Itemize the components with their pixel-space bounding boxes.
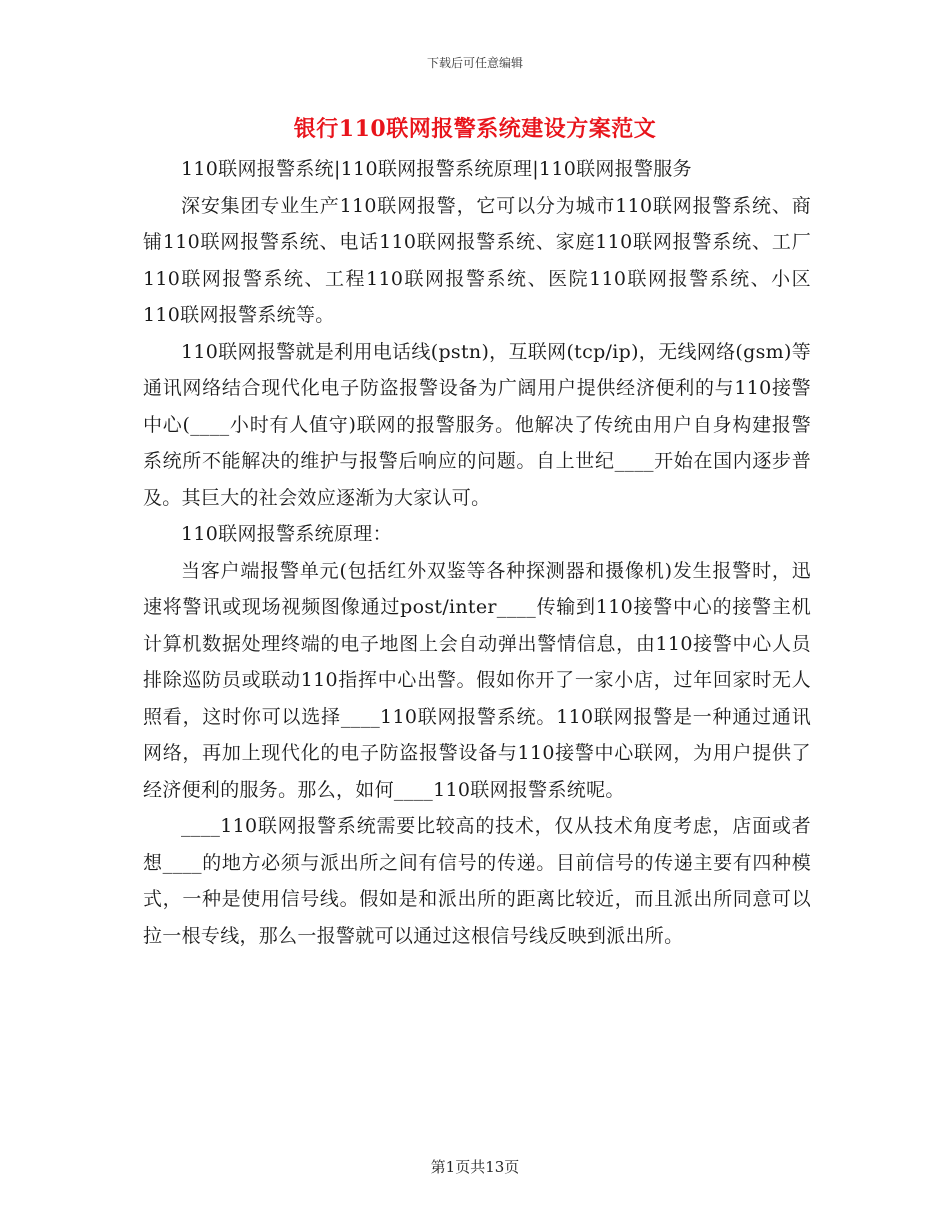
page-number-footer: 第1页共13页 (430, 1158, 520, 1176)
paragraph-intro: 深安集团专业生产110联网报警，它可以分为城市110联网报警系统、商铺110联网报警系统、电话110联网报警系统、家庭110联网报警系统、工厂110联网报警系统、工程110联网报警系统、医院110联网报警系统、小区110联网报警系统等。 (143, 194, 811, 326)
paragraph-keywords: 110联网报警系统|110联网报警系统原理|110联网报警服务 (181, 158, 692, 180)
document-title: 银行110联网报警系统建设方案范文 (293, 116, 657, 142)
paragraph-signal: ____110联网报警系统需要比较高的技术，仅从技术角度考虑，店面或者想____的地方必须与派出所之间有信号的传递。目前信号的传递主要有四种模式，一种是使用信号线。假如是和派出所的距离比较近，而且派出所同意可以拉一根专线，那么一报警就可以通过这根信号线反映到派出所。 (143, 815, 811, 947)
paragraph-principle: 当客户端报警单元(包括红外双鉴等各种探测器和摄像机)发生报警时，迅速将警讯或现场视频图像通过post/inter____传输到110接警中心的接警主机计算机数据处理终端的电子地图上会自动弹出警情信息，由110接警中心人员排除巡防员或联动110指挥中心出警。假如你开了一家小店，过年回家时无人照看，这时你可以选择____110联网报警系统。110联网报警是一种通过通讯网络，再加上现代化的电子防盗报警设备与110接警中心联网，为用户提供了经济便利的服务。那么，如何____110联网报警系统呢。 (143, 559, 811, 801)
running-header: 下载后可任意编辑 (426, 56, 523, 70)
paragraph-principle-heading: 110联网报警系统原理： (181, 523, 392, 545)
paragraph-definition: 110联网报警就是利用电话线(pstn)，互联网(tcp/ip)，无线网络(gsm)等通讯网络结合现代化电子防盗报警设备为广阔用户提供经济便利的与110接警中心(____小时有人值守)联网的报警服务。他解决了传统由用户自身构建报警系统所不能解决的维护与报警后响应的问题。自上世纪____开始在国内逐步普及。其巨大的社会效应逐渐为大家认可。 (143, 340, 811, 509)
document-body (143, 151, 811, 954)
